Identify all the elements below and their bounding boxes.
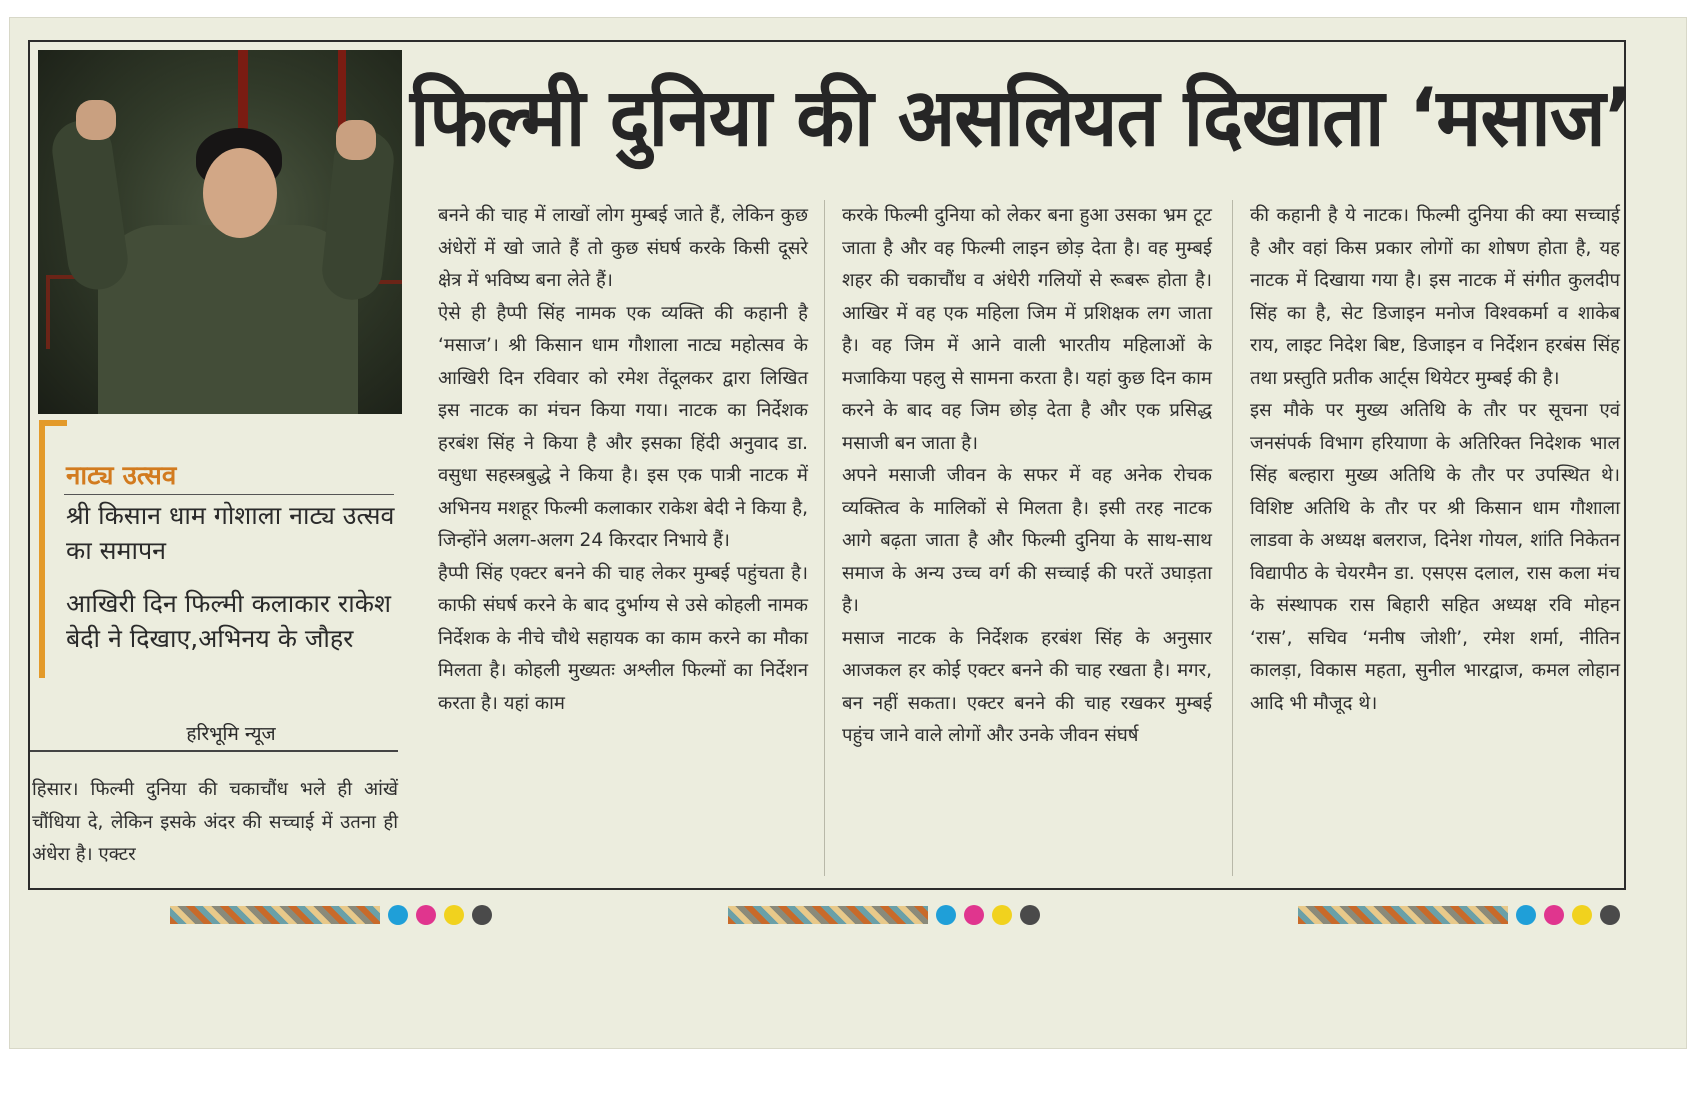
registration-marks bbox=[728, 904, 1040, 926]
sidebar-accent-bar bbox=[39, 420, 45, 678]
torso-shape bbox=[98, 225, 358, 414]
black-dot bbox=[472, 905, 492, 925]
cyan-dot bbox=[1516, 905, 1536, 925]
color-strip bbox=[728, 906, 928, 924]
actor-photo bbox=[38, 50, 402, 414]
article-column-4: की कहानी है ये नाटक। फिल्मी दुनिया की क्या सच्चाई है और वहां किस प्रकार लोगों का शोषण होता है, यह नाटक में दिखाया गया है। इस नाटक में संगीत कुलदीप सिंह का है, सेट डिजाइन मनोज विश्वकर्मा व शाकेब राय, लाइट निदेश बिष्ट, डिजाइन व निर्देशन हरबंस सिंह तथा प्रस्तुति प्रतीक आर्ट्स थियेटर मुम्बई की है। इस मौके पर मुख्य अतिथि के तौर पर सूचना एवं जनसंपर्क विभाग हरियाणा के अतिरिक्त निदेशक भाल सिंह बल्हारा मुख्य अतिथि के तौर पर उपस्थित थे। विशिष्ट अतिथि के तौर पर श्री किसान धाम गौशाला लाडवा के अध्यक्ष बलराज, दिनेश गोयल, शांति निकेतन विद्यापीठ के चेयरमैन डा. एसएस दलाल, रास कला मंच के संस्थापक रास बिहारी सहित अध्यक्ष रवि मोहन ‘रास’, सचिव ‘मनीष जोशी’, रमेश शर्मा, नीतिन कालड़ा, विकास महता, सुनील भारद्वाज, कमल लोहान आदि भी मौजूद थे। bbox=[1250, 205, 1620, 714]
deck-line-2: आखिरी दिन फिल्मी कलाकार राकेश बेदी ने दिखाए,अभिनय के जौहर bbox=[66, 589, 391, 653]
column-divider bbox=[824, 200, 825, 876]
byline-rule bbox=[30, 750, 398, 752]
kicker-rule bbox=[64, 494, 394, 495]
color-strip bbox=[1298, 906, 1508, 924]
article-column-3: करके फिल्मी दुनिया को लेकर बना हुआ उसका भ्रम टूट जाता है और वह फिल्मी लाइन छोड़ देता है। वह मुम्बई शहर की चकाचौंध व अंधेरी गलियों से रूबरू होता है। आखिर में वह एक महिला जिम में प्रशिक्षक लग जाता है। वह जिम में आने वाली भारतीय महिलाओं के मजाकिया पहलु से सामना करता है। यहां कुछ दिन काम करने के बाद वह जिम छोड़ देता है और एक प्रसिद्ध मसाजी बन जाता है। अपने मसाजी जीवन के सफर में वह अनेक रोचक व्यक्तित्व के मालिकों से मिलता है। इसी तरह नाटक आगे बढ़ता जाता है और फिल्मी दुनिया के साथ-साथ समाज के अन्य उच्च वर्ग की सच्चाई की परतें उघाड़ता है। मसाज नाटक के निर्देशक हरबंश सिंह के अनुसार आजकल हर कोई एक्टर बनने की चाह रखता है। मगर, बन नहीं सकता। एक्टर बनने की चाह रखकर मुम्बई पहुंच जाने वाले लोगों और उनके जीवन संघर्ष bbox=[842, 205, 1212, 746]
headline: फिल्मी दुनिया की असलियत दिखाता ‘मसाज’ bbox=[410, 71, 1633, 164]
black-dot bbox=[1600, 905, 1620, 925]
yellow-dot bbox=[1572, 905, 1592, 925]
magenta-dot bbox=[1544, 905, 1564, 925]
color-strip bbox=[170, 906, 380, 924]
cyan-dot bbox=[936, 905, 956, 925]
article-column-2: बनने की चाह में लाखों लोग मुम्बई जाते हैं, लेकिन कुछ अंधेरों में खो जाते हैं तो कुछ संघर्ष करके किसी दूसरे क्षेत्र में भविष्य बना लेते हैं। ऐसे ही हैप्पी सिंह नामक एक व्यक्ति की कहानी है ‘मसाज’। श्री किसान धाम गौशाला नाट्य महोत्सव के आखिरी दिन रविवार को रमेश तेंदूलकर द्वारा लिखित इस नाटक का मंचन किया गया। नाटक का निर्देशक हरबंश सिंह ने किया है और इसका हिंदी अनुवाद डा. वसुधा सहस्त्रबुद्धे ने किया है। इस एक पात्री नाटक में अभिनय मशहूर फिल्मी कलाकार राकेश बेदी ने किया है, जिन्होंने अलग-अलग 24 किरदार निभाये हैं। हैप्पी सिंह एक्टर बनने की चाह लेकर मुम्बई पहुंचता है। काफी संघर्ष करने के बाद दुर्भाग्य से उसे कोहली नामक निर्देशक के नीचे चौथे सहायक का काम करने का मौका मिलता है। कोहली मुख्यतः अश्लील फिल्मों का निर्देशन करता है। यहां काम bbox=[438, 205, 808, 714]
kicker-label: नाट्य उत्सव bbox=[66, 461, 177, 491]
black-dot bbox=[1020, 905, 1040, 925]
registration-marks bbox=[170, 904, 492, 926]
left-hand-shape bbox=[76, 100, 116, 140]
right-hand-shape bbox=[336, 120, 376, 160]
article-column-1: हिसार। फिल्मी दुनिया की चकाचौंध भले ही आंखें चौंधिया दे, लेकिन इसके अंदर की सच्चाई में उतना ही अंधेरा है। एक्टर bbox=[32, 779, 398, 865]
cyan-dot bbox=[388, 905, 408, 925]
magenta-dot bbox=[964, 905, 984, 925]
registration-marks bbox=[1298, 904, 1620, 926]
left-arm-shape bbox=[48, 117, 131, 294]
column-divider bbox=[1232, 200, 1233, 876]
face-shape bbox=[203, 148, 277, 238]
deck-line-1: श्री किसान धाम गोशाला नाट्य उत्सव का समापन bbox=[66, 501, 395, 565]
sidebar-accent-tick bbox=[39, 420, 67, 426]
yellow-dot bbox=[992, 905, 1012, 925]
magenta-dot bbox=[416, 905, 436, 925]
yellow-dot bbox=[444, 905, 464, 925]
byline: हरिभूमि न्यूज bbox=[186, 723, 276, 745]
